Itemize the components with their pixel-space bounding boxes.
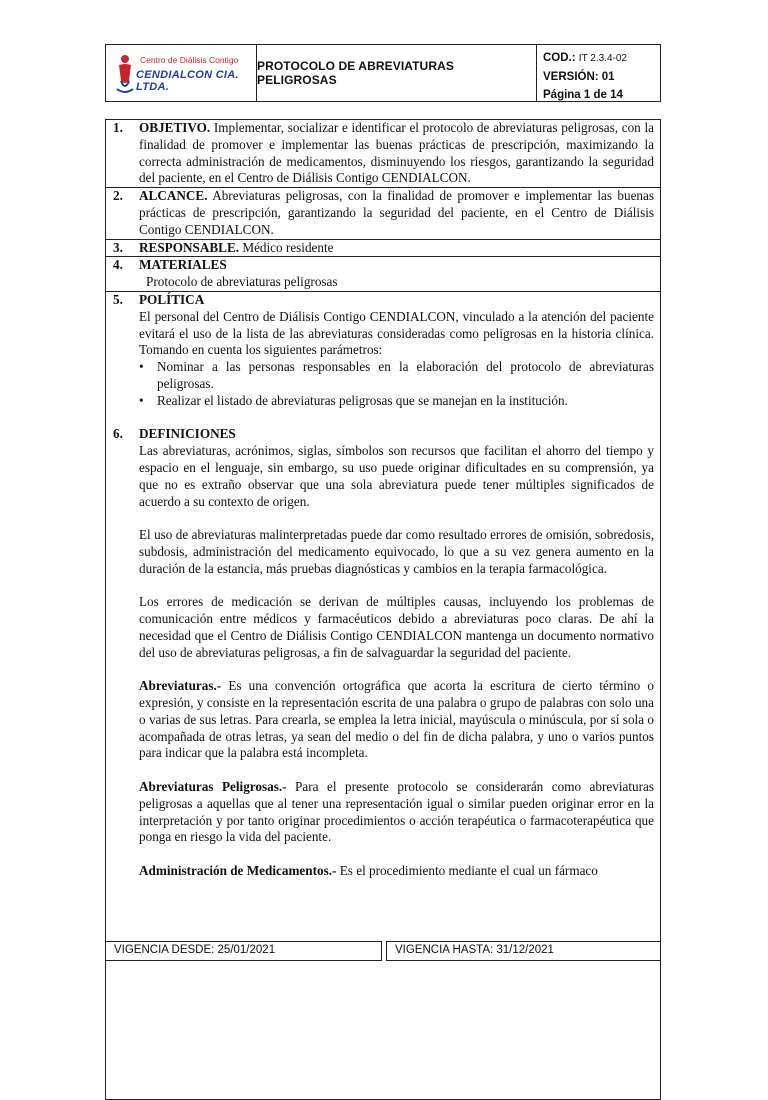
definiciones-p2: El uso de abreviaturas malinterpretadas puede dar como resultado errores de omisión, sobredosis, subdosis, administración del medicamento equivocado, lo que a su vez genera aumento en la duración de la estancia, más pruebas diagnósticas y cambios en la terapia farmacológica. xyxy=(139,527,654,576)
section-title: MATERIALES xyxy=(139,257,227,273)
document-header xyxy=(105,44,661,102)
definiciones-p1: Las abreviaturas, acrónimos, siglas, símbolos son recursos que facilitan el ahorro del tiempo y espacio en el lenguaje, sin embargo, su uso puede originar dificultades en su comprensión, ya que no es extraño observar que una sola abreviatura puede tener múltiples significados de acuerdo a su contexto de origen. xyxy=(139,443,654,509)
logo-line2: CENDIALCON CIA. LTDA. xyxy=(136,69,239,93)
section-title: RESPONSABLE. xyxy=(139,239,240,255)
politica-text: El personal del Centro de Diálisis Contigo CENDIALCON, vinculado a la atención del paciente evitará el uso de la lista de las abreviaturas consideradas como peligrosas en la historia clínica. Tomando en cuenta los siguientes parámetros: xyxy=(139,308,654,358)
code-value: IT 2.3.4-02 xyxy=(578,53,627,64)
section-number: 4. xyxy=(113,257,123,273)
section-objetivo xyxy=(106,120,660,188)
code-label: COD.: xyxy=(543,52,576,64)
logo-figure-icon xyxy=(114,51,136,95)
company-logo xyxy=(106,45,257,101)
section-title: OBJETIVO. xyxy=(139,120,211,135)
section-title: ALCANCE. xyxy=(139,188,208,204)
definition: Es una convención ortográfica que acorta la escritura de cierto término o expresión, y consiste en la representación escrita de una palabra o grupo de palabras con solo una o varias de sus letras. Para crearla, se emplea la letra inicial, mayúscula o minúscula, por sí sola o acompañada de otras letras, ya sean del medio o del fin de dicha palabra, y uno o varios puntos para indicar que la palabra está incompleta. xyxy=(139,678,654,761)
document-title: PROTOCOLO DE ABREVIATURAS PELIGROSAS xyxy=(257,45,537,101)
page-line: Página 1 de 14 xyxy=(543,89,623,101)
section-title: DEFINICIONES xyxy=(139,426,236,442)
definiciones-p3: Los errores de medicación se derivan de múltiples causas, incluyendo los problemas de comunicación entre médicos y farmacéuticos debido a abreviaturas poco claras. De ahí la necesidad que el Centro de Diálisis Contigo CENDIALCON mantenga un documento normativo del uso de abreviaturas peligrosas, a fin de salvaguardar la seguridad del paciente. xyxy=(139,594,654,660)
section-number: 1. xyxy=(113,120,123,135)
vigencia-hasta: VIGENCIA HASTA: 31/12/2021 xyxy=(386,941,661,961)
term: Abreviaturas.- xyxy=(139,678,222,694)
section-politica-definiciones xyxy=(106,292,660,1099)
term: Administración de Medicamentos.- xyxy=(139,863,337,879)
section-text: Implementar, socializar e identificar el protocolo de abreviaturas peligrosas, con la finalidad de promover e implementar las buenas prácticas de prescripción, maximizando la correcta administración de medicamentos, disminuyendo los riesgos, garantizando la seguridad del paciente, en el Centro de Diálisis Contigo CENDIALCON. xyxy=(139,120,654,186)
definition: Para el presente protocolo se considerarán como abreviaturas peligrosas a aquellas que al tener una representación igual o similar pueden originar error en la interpretación y por tanto originar procedimientos o acción terapéutica o farmacoterapéutica que ponga en riesgo la vida del paciente. xyxy=(139,779,654,845)
section-title: POLÍTICA xyxy=(139,291,205,307)
code-line xyxy=(543,49,660,68)
definicion-abreviaturas xyxy=(113,678,654,762)
term: Abreviaturas Peligrosas.- xyxy=(139,779,287,795)
section-text: Médico residente xyxy=(239,239,334,255)
version-line: VERSIÓN: 01 xyxy=(543,71,615,83)
section-materiales xyxy=(106,257,660,292)
list-item: • Nominar a las personas responsables en la elaboración del protocolo de abreviaturas peligrosas. xyxy=(157,359,654,393)
list-item: • Realizar el listado de abreviaturas peligrosas que se manejan en la institución. xyxy=(157,393,654,410)
vigencia-desde: VIGENCIA DESDE: 25/01/2021 xyxy=(105,941,382,961)
section-responsable xyxy=(106,240,660,258)
section-number: 5. xyxy=(113,291,123,307)
document-footer xyxy=(105,941,661,961)
definition: Es el procedimiento mediante el cual un fármaco xyxy=(336,863,598,879)
definicion-administracion xyxy=(113,863,654,880)
logo-line1: Centro de Diálisis Contigo xyxy=(140,55,239,65)
section-number: 3. xyxy=(113,239,123,255)
politica-bullets xyxy=(113,359,654,409)
document-meta xyxy=(537,45,660,101)
section-number: 6. xyxy=(113,426,123,442)
section-number: 2. xyxy=(113,188,123,204)
definicion-abreviaturas-peligrosas xyxy=(113,779,654,846)
section-alcance xyxy=(106,188,660,239)
section-text: Abreviaturas peligrosas, con la finalidad de promover e implementar las buenas prácticas de prescripción, garantizando la seguridad del paciente, en el Centro de Diálisis Contigo CENDIALCON. xyxy=(139,188,654,237)
section-text: Protocolo de abreviaturas peligrosas xyxy=(146,274,338,290)
